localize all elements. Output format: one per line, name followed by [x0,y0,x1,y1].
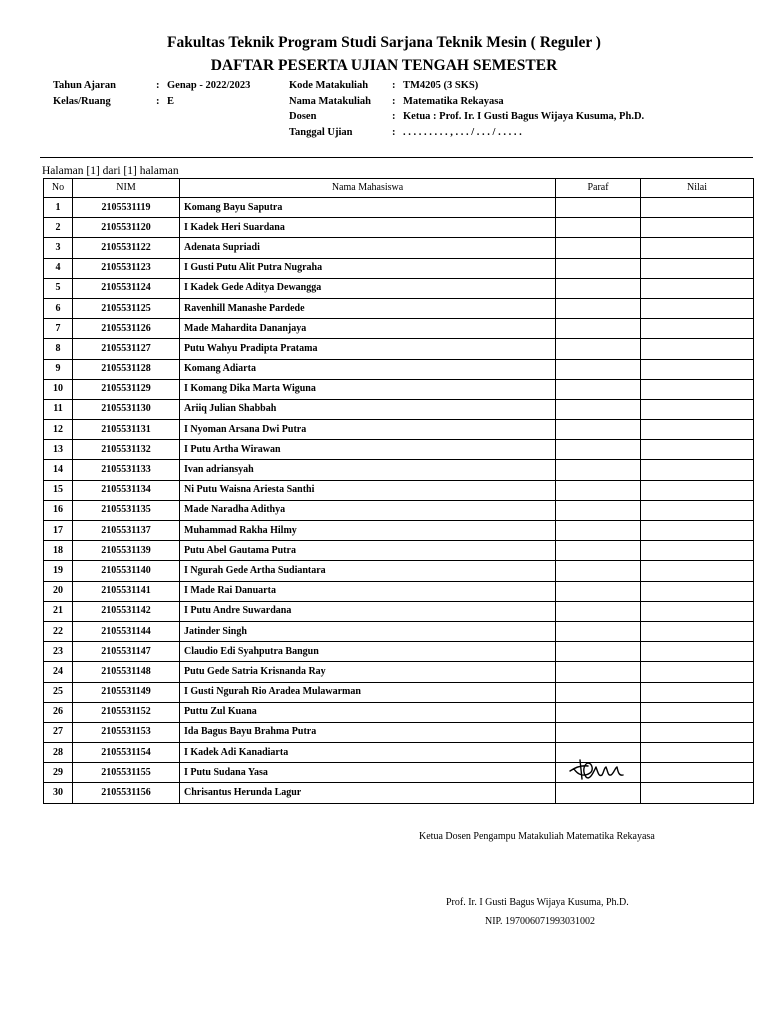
table-row [44,642,754,662]
handwritten-signature [556,763,640,782]
table-row [44,379,754,399]
signature-cell[interactable] [556,682,641,702]
meta-label: Kelas/Ruang [53,95,111,107]
grade-cell[interactable] [641,319,754,339]
table-row [44,198,754,218]
student-id: 2105531137 [73,521,180,541]
student-name: Puttu Zul Kuana [180,702,556,722]
row-number: 26 [44,702,73,722]
student-id: 2105531152 [73,702,180,722]
student-id: 2105531135 [73,500,180,520]
signature-cell[interactable] [556,440,641,460]
grade-cell[interactable] [641,702,754,722]
meta-value: Matematika Rekayasa [403,95,504,107]
student-id: 2105531149 [73,682,180,702]
student-id: 2105531133 [73,460,180,480]
signature-cell[interactable] [556,218,641,238]
table-row [44,601,754,621]
student-id: 2105531141 [73,581,180,601]
grade-cell[interactable] [641,420,754,440]
meta-label: Dosen [289,111,317,122]
grade-cell[interactable] [641,399,754,419]
grade-cell[interactable] [641,682,754,702]
meta-left [53,79,250,110]
table-row [44,420,754,440]
table-row [44,298,754,318]
table-row [44,480,754,500]
grade-cell[interactable] [641,258,754,278]
signature-cell[interactable] [556,601,641,621]
grade-cell[interactable] [641,743,754,763]
grade-cell[interactable] [641,722,754,742]
grade-cell[interactable] [641,379,754,399]
student-id: 2105531129 [73,379,180,399]
student-id: 2105531142 [73,601,180,621]
student-id: 2105531125 [73,298,180,318]
row-number: 21 [44,601,73,621]
row-number: 25 [44,682,73,702]
table-row [44,581,754,601]
row-number: 18 [44,541,73,561]
grade-cell[interactable] [641,763,754,783]
table-row [44,440,754,460]
signature-cell[interactable] [556,420,641,440]
column-header-signature: Paraf [556,179,641,198]
meta-label: Tahun Ajaran [53,80,116,91]
row-number: 11 [44,399,73,419]
grade-cell[interactable] [641,339,754,359]
row-number: 20 [44,581,73,601]
signature-cell[interactable] [556,258,641,278]
meta-label: Kode Matakuliah [289,80,369,91]
student-id: 2105531134 [73,480,180,500]
student-name: I Gusti Ngurah Rio Aradea Mulawarman [180,682,556,702]
grade-cell[interactable] [641,298,754,318]
header-divider [40,157,753,158]
row-number: 10 [44,379,73,399]
row-number: 28 [44,743,73,763]
student-id: 2105531147 [73,642,180,662]
grade-cell[interactable] [641,278,754,298]
student-name: Adenata Supriadi [180,238,556,258]
student-name: I Gusti Putu Alit Putra Nugraha [180,258,556,278]
meta-label: Nama Matakuliah [289,95,371,107]
meta-right [289,79,644,141]
student-name: Ni Putu Waisna Ariesta Santhi [180,480,556,500]
row-number: 16 [44,500,73,520]
table-row [44,258,754,278]
meta-separator: : [392,95,396,107]
student-id: 2105531139 [73,541,180,561]
meta-lecturer [289,110,644,126]
meta-value: E [167,95,175,107]
student-id: 2105531119 [73,198,180,218]
student-name: Made Naradha Adithya [180,500,556,520]
student-id: 2105531155 [73,763,180,783]
column-header-name: Nama Mahasiswa [180,179,556,198]
table-row [44,460,754,480]
signature-cell[interactable] [556,379,641,399]
signature-cell[interactable] [556,702,641,722]
row-number: 30 [44,783,73,803]
student-name: I Putu Andre Suwardana [180,601,556,621]
signatory-role: Ketua Dosen Pengampu Matakuliah Matematika Rekayasa [419,831,655,842]
student-id: 2105531127 [73,339,180,359]
student-name: Ivan adriansyah [180,460,556,480]
student-id: 2105531122 [73,238,180,258]
grade-cell[interactable] [641,541,754,561]
signatory-nip: NIP. 197006071993031002 [485,916,596,927]
student-name: Putu Gede Satria Krisnanda Ray [180,662,556,682]
table-row [44,339,754,359]
meta-value: TM4205 (3 SKS) [403,80,479,91]
participant-table [43,178,754,804]
row-number: 4 [44,258,73,278]
student-id: 2105531128 [73,359,180,379]
table-row [44,662,754,682]
meta-course-name [289,95,644,111]
student-id: 2105531124 [73,278,180,298]
grade-cell[interactable] [641,460,754,480]
student-id: 2105531132 [73,440,180,460]
signature-cell[interactable] [556,399,641,419]
meta-separator: : [392,111,396,122]
document-title: DAFTAR PESERTA UJIAN TENGAH SEMESTER [210,57,558,74]
table-row [44,238,754,258]
page-indicator: Halaman [1] dari [1] halaman [42,165,179,177]
signature-cell[interactable] [556,460,641,480]
signature-cell[interactable] [556,581,641,601]
student-id: 2105531140 [73,561,180,581]
column-header-grade: Nilai [641,179,754,198]
meta-class-room [53,95,250,111]
signature-cell[interactable] [556,541,641,561]
table-row [44,722,754,742]
table-row [44,218,754,238]
student-name: Chrisantus Herunda Lagur [180,783,556,803]
student-name: Jatinder Singh [180,621,556,641]
student-id: 2105531126 [73,319,180,339]
signature-cell[interactable] [556,339,641,359]
student-name: Komang Adiarta [180,359,556,379]
student-name: Putu Wahyu Pradipta Pratama [180,339,556,359]
meta-separator: : [156,95,160,107]
table-header-row [44,179,754,198]
student-name: Komang Bayu Saputra [180,198,556,218]
grade-cell[interactable] [641,198,754,218]
meta-value: . . . . . . . . . , . . . / . . . / . . . . . [403,126,522,138]
row-number: 3 [44,238,73,258]
student-name: I Nyoman Arsana Dwi Putra [180,420,556,440]
signature-cell[interactable] [556,621,641,641]
row-number: 19 [44,561,73,581]
student-id: 2105531153 [73,722,180,742]
meta-separator: : [392,80,396,91]
signature-cell[interactable] [556,238,641,258]
grade-cell[interactable] [641,500,754,520]
column-header-no: No [44,179,73,198]
student-name: I Putu Artha Wirawan [180,440,556,460]
table-row [44,682,754,702]
meta-separator: : [392,126,396,138]
meta-academic-year [53,79,250,95]
table-row [44,702,754,722]
row-number: 17 [44,521,73,541]
student-name: Ida Bagus Bayu Brahma Putra [180,722,556,742]
student-name: Claudio Edi Syahputra Bangun [180,642,556,662]
row-number: 27 [44,722,73,742]
grade-cell[interactable] [641,218,754,238]
grade-cell[interactable] [641,440,754,460]
row-number: 1 [44,198,73,218]
row-number: 24 [44,662,73,682]
signature-cell[interactable] [556,521,641,541]
student-id: 2105531123 [73,258,180,278]
student-id: 2105531120 [73,218,180,238]
row-number: 6 [44,298,73,318]
student-id: 2105531131 [73,420,180,440]
signature-cell[interactable] [556,319,641,339]
table-row [44,783,754,803]
row-number: 23 [44,642,73,662]
table-row [44,763,754,783]
grade-cell[interactable] [641,581,754,601]
row-number: 13 [44,440,73,460]
meta-course-code [289,79,644,95]
faculty-heading: Fakultas Teknik Program Studi Sarjana Teknik Mesin ( Reguler ) [167,34,601,51]
student-name: Ravenhill Manashe Pardede [180,298,556,318]
grade-cell[interactable] [641,238,754,258]
grade-cell[interactable] [641,521,754,541]
grade-cell[interactable] [641,642,754,662]
student-name: I Putu Sudana Yasa [180,763,556,783]
student-name: Ariiq Julian Shabbah [180,399,556,419]
signature-cell[interactable] [556,783,641,803]
signatory-name: Prof. Ir. I Gusti Bagus Wijaya Kusuma, Ph.D. [446,897,629,908]
student-name: I Komang Dika Marta Wiguna [180,379,556,399]
student-name: I Kadek Adi Kanadiarta [180,743,556,763]
row-number: 7 [44,319,73,339]
signature-cell[interactable] [556,662,641,682]
row-number: 2 [44,218,73,238]
student-name: Muhammad Rakha Hilmy [180,521,556,541]
row-number: 14 [44,460,73,480]
grade-cell[interactable] [641,480,754,500]
student-name: I Made Rai Danuarta [180,581,556,601]
student-name: Putu Abel Gautama Putra [180,541,556,561]
student-id: 2105531148 [73,662,180,682]
row-number: 29 [44,763,73,783]
table-row [44,359,754,379]
student-id: 2105531130 [73,399,180,419]
grade-cell[interactable] [641,662,754,682]
column-header-nim: NIM [73,179,180,198]
table-row [44,319,754,339]
student-id: 2105531154 [73,743,180,763]
signature-cell[interactable] [556,642,641,662]
grade-cell[interactable] [641,783,754,803]
meta-label: Tanggal Ujian [289,126,353,138]
student-name: I Kadek Heri Suardana [180,218,556,238]
table-row [44,278,754,298]
row-number: 12 [44,420,73,440]
signature-cell[interactable] [556,763,641,783]
signature-cell[interactable] [556,278,641,298]
table-row [44,621,754,641]
meta-separator: : [156,80,160,91]
table-body [44,198,754,804]
signature-cell[interactable] [556,359,641,379]
row-number: 15 [44,480,73,500]
signature-cell[interactable] [556,480,641,500]
table-row [44,399,754,419]
student-id: 2105531156 [73,783,180,803]
student-name: I Kadek Gede Aditya Dewangga [180,278,556,298]
grade-cell[interactable] [641,621,754,641]
row-number: 5 [44,278,73,298]
table-row [44,500,754,520]
student-id: 2105531144 [73,621,180,641]
meta-exam-date [289,126,644,142]
grade-cell[interactable] [641,561,754,581]
row-number: 8 [44,339,73,359]
row-number: 22 [44,621,73,641]
signature-cell[interactable] [556,500,641,520]
grade-cell[interactable] [641,359,754,379]
signature-cell[interactable] [556,561,641,581]
table-row [44,743,754,763]
signature-cell[interactable] [556,198,641,218]
student-name: I Ngurah Gede Artha Sudiantara [180,561,556,581]
meta-value: Genap - 2022/2023 [167,80,251,91]
table-row [44,561,754,581]
meta-value: Ketua : Prof. Ir. I Gusti Bagus Wijaya Kusuma, Ph.D. [403,111,645,122]
table-row [44,521,754,541]
signature-cell[interactable] [556,722,641,742]
signature-cell[interactable] [556,298,641,318]
student-name: Made Mahardita Dananjaya [180,319,556,339]
grade-cell[interactable] [641,601,754,621]
row-number: 9 [44,359,73,379]
table-row [44,541,754,561]
